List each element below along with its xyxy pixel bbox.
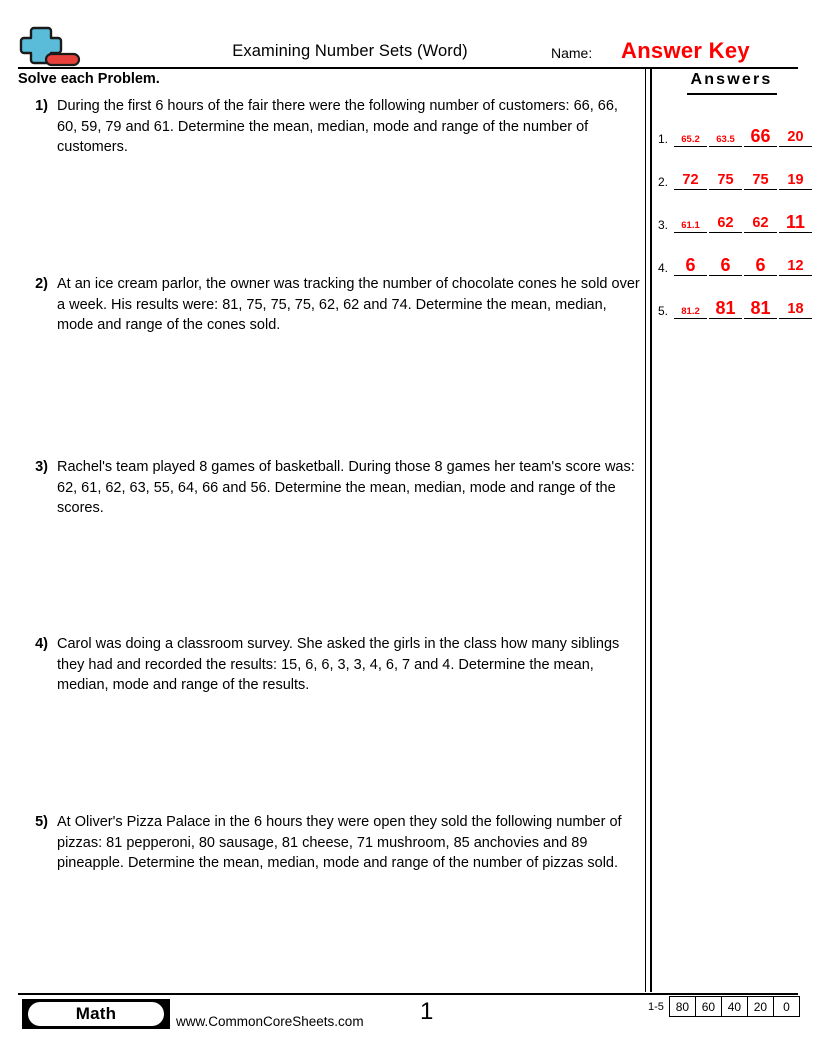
- problem-number: 2): [35, 276, 48, 292]
- score-cell: 20: [748, 997, 774, 1016]
- site-url: www.CommonCoreSheets.com: [176, 1014, 364, 1029]
- name-label: Name:: [551, 45, 593, 61]
- answer-value-median: 75: [709, 173, 742, 190]
- problem-number: 5): [35, 814, 48, 830]
- answer-value-range: 18: [779, 302, 812, 319]
- problem-item: [18, 457, 640, 519]
- answer-value-mean: 81.2: [674, 307, 707, 319]
- answer-value-median: 6: [709, 256, 742, 276]
- problem-number: 1): [35, 98, 48, 114]
- answer-value-mode: 62: [744, 216, 777, 233]
- footer-divider: [18, 993, 798, 995]
- plus-minus-logo-icon: [18, 24, 84, 68]
- problem-item: [18, 812, 640, 874]
- answer-row: [654, 117, 816, 147]
- column-divider-line-inner: [650, 67, 652, 992]
- page-number: 1: [420, 998, 434, 1025]
- answer-value-range: 11: [779, 213, 812, 233]
- answer-value-range: 20: [779, 130, 812, 147]
- answer-value-mean: 72: [674, 173, 707, 190]
- subject-badge-label: Math: [75, 1004, 117, 1023]
- answer-value-range: 19: [779, 173, 812, 190]
- answer-value-mean: 61.1: [674, 221, 707, 233]
- answer-row-index: 1.: [658, 132, 669, 146]
- score-range-label: 1-5: [648, 1000, 664, 1013]
- score-cell: 0: [783, 999, 790, 1014]
- subject-badge-pill: [28, 1002, 164, 1026]
- answer-value-median: 81: [709, 299, 742, 319]
- answers-heading: Answers: [690, 71, 773, 88]
- answer-row-index: 5.: [658, 304, 669, 318]
- problem-item: [18, 274, 640, 336]
- subject-badge: [22, 999, 170, 1029]
- answer-row: [654, 203, 816, 233]
- answers-panel: [654, 67, 816, 992]
- answer-value-median: 63.5: [709, 135, 742, 147]
- answer-value-mode: 6: [744, 256, 777, 276]
- problem-item: [18, 96, 640, 158]
- answer-row-index: 3.: [658, 218, 669, 232]
- answer-value-mode: 75: [744, 173, 777, 190]
- answer-row-index: 4.: [658, 261, 669, 275]
- answers-heading-underline: [687, 93, 777, 95]
- answer-value-range: 12: [779, 259, 812, 276]
- problem-number: 3): [35, 459, 48, 475]
- answer-value-mean: 65.2: [674, 135, 707, 147]
- score-cells: [669, 996, 800, 1017]
- answer-row: [654, 246, 816, 276]
- problem-item: [18, 634, 640, 696]
- problem-text: During the first 6 hours of the fair there were the following number of customers: 66, 66, 60, 59, 79 and 61. Determine the mean, median, mode and range of the number of customers.: [57, 98, 618, 155]
- problem-number: 4): [35, 636, 48, 652]
- answer-row: [654, 160, 816, 190]
- answer-value-median: 62: [709, 216, 742, 233]
- answer-row-index: 2.: [658, 175, 669, 189]
- problem-text: At Oliver's Pizza Palace in the 6 hours they were open they sold the following number of pizzas: 81 pepperoni, 80 sausage, 81 cheese, 71 mushroom, 85 anchovies and 89 pineapple. Determine the mean, median, mode and range of the number of pizzas sold.: [57, 814, 622, 871]
- answer-key-badge: Answer Key: [621, 38, 750, 63]
- answer-value-mode: 81: [744, 299, 777, 319]
- score-cell: 60: [696, 997, 722, 1016]
- column-divider-line-outer: [645, 67, 646, 992]
- answer-row: [654, 289, 816, 319]
- instructions-text: Solve each Problem.: [18, 71, 160, 87]
- score-cell: 80: [670, 997, 696, 1016]
- score-box: [648, 996, 800, 1017]
- problem-text: Rachel's team played 8 games of basketball. During those 8 games her team's score was: 62, 61, 62, 63, 55, 64, 66 and 56. Determine the mean, median, mode and range of the scores.: [57, 459, 635, 516]
- score-cell: 40: [722, 997, 748, 1016]
- worksheet-header: [0, 0, 816, 68]
- page-title: Examining Number Sets (Word): [232, 42, 468, 60]
- problem-text: At an ice cream parlor, the owner was tracking the number of chocolate cones he sold over a week. His results were: 81, 75, 75, 75, 62, 62 and 74. Determine the mean, median, mode and range of the cones sold.: [57, 276, 640, 333]
- problem-text: Carol was doing a classroom survey. She asked the girls in the class how many siblings they had and recorded the results: 15, 6, 6, 3, 3, 4, 6, 7 and 4. Determine the mean, median, mode and range of the results.: [57, 636, 620, 693]
- answer-value-mode: 66: [744, 127, 777, 147]
- answer-value-mean: 6: [674, 256, 707, 276]
